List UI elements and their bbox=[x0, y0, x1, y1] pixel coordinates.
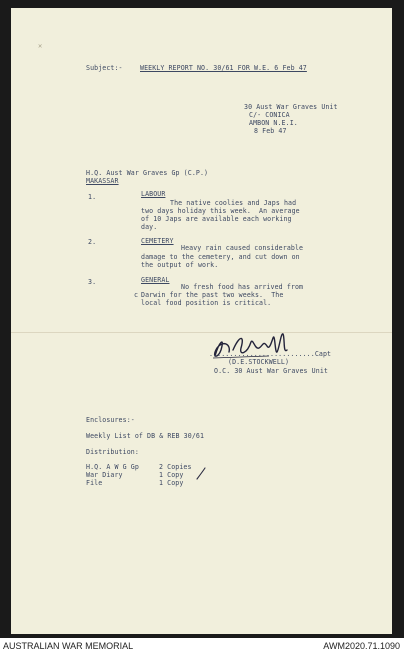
item-line: the output of work. bbox=[141, 261, 219, 269]
footer-accession-number: AWM2020.71.1090 bbox=[323, 641, 400, 651]
pen-tick-mark bbox=[195, 466, 207, 482]
document-page bbox=[11, 8, 392, 634]
item-line: Darwin for the past two weeks. The bbox=[141, 291, 284, 299]
footer-institution: AUSTRALIAN WAR MEMORIAL bbox=[3, 641, 134, 651]
item-line: The native coolies and Japs had bbox=[170, 199, 297, 207]
recipient: H.Q. Aust War Graves Gp (C.P.) bbox=[86, 169, 209, 177]
margin-letter: c bbox=[134, 291, 139, 299]
unit-address-line: 8 Feb 47 bbox=[254, 127, 287, 135]
item-heading: LABOUR bbox=[141, 190, 166, 198]
unit-address-line: AMBON N.E.I. bbox=[249, 119, 298, 127]
item-line: local food position is critical. bbox=[141, 299, 272, 307]
item-number: 1. bbox=[88, 193, 97, 201]
item-number: 3. bbox=[88, 278, 97, 286]
paper-mark-icon: ✕ bbox=[38, 42, 43, 50]
item-line: damage to the cemetery, and cut down on bbox=[141, 253, 300, 261]
recipient-city: MAKASSAR bbox=[86, 177, 119, 185]
footer-bar bbox=[0, 640, 404, 653]
distribution-label: Distribution: bbox=[86, 448, 139, 456]
distribution-to: H.Q. A W G Gp bbox=[86, 463, 139, 471]
paper-fold bbox=[11, 332, 392, 333]
enclosures-item: Weekly List of DB & REB 30/61 bbox=[86, 432, 205, 440]
signatory-name: (D.E.STOCKWELL) bbox=[228, 358, 290, 366]
distribution-copies: 1 Copy bbox=[159, 479, 184, 487]
item-line: Heavy rain caused considerable bbox=[181, 244, 304, 252]
item-line: No fresh food has arrived from bbox=[181, 283, 304, 291]
enclosures-label: Enclosures:- bbox=[86, 416, 135, 424]
distribution-copies: 2 Copies bbox=[159, 463, 192, 471]
unit-address-line: C/- CONICA bbox=[249, 111, 290, 119]
item-number: 2. bbox=[88, 238, 97, 246]
signature-line: ..........................Capt bbox=[209, 350, 332, 358]
subject-text: WEEKLY REPORT NO. 30/61 FOR W.E. 6 Feb 47 bbox=[140, 64, 307, 72]
item-line: two days holiday this week. An average bbox=[141, 207, 300, 215]
item-heading: CEMETERY bbox=[141, 237, 174, 245]
distribution-to: War Diary bbox=[86, 471, 123, 479]
item-line: day. bbox=[141, 223, 158, 231]
unit-address-line: 30 Aust War Graves Unit bbox=[244, 103, 338, 111]
distribution-copies: 1 Copy bbox=[159, 471, 184, 479]
distribution-to: File bbox=[86, 479, 103, 487]
signatory-title: O.C. 30 Aust War Graves Unit bbox=[214, 367, 328, 375]
subject-label: Subject:- bbox=[86, 64, 123, 72]
item-heading: GENERAL bbox=[141, 276, 170, 284]
item-line: of 10 Japs are available each working bbox=[141, 215, 292, 223]
